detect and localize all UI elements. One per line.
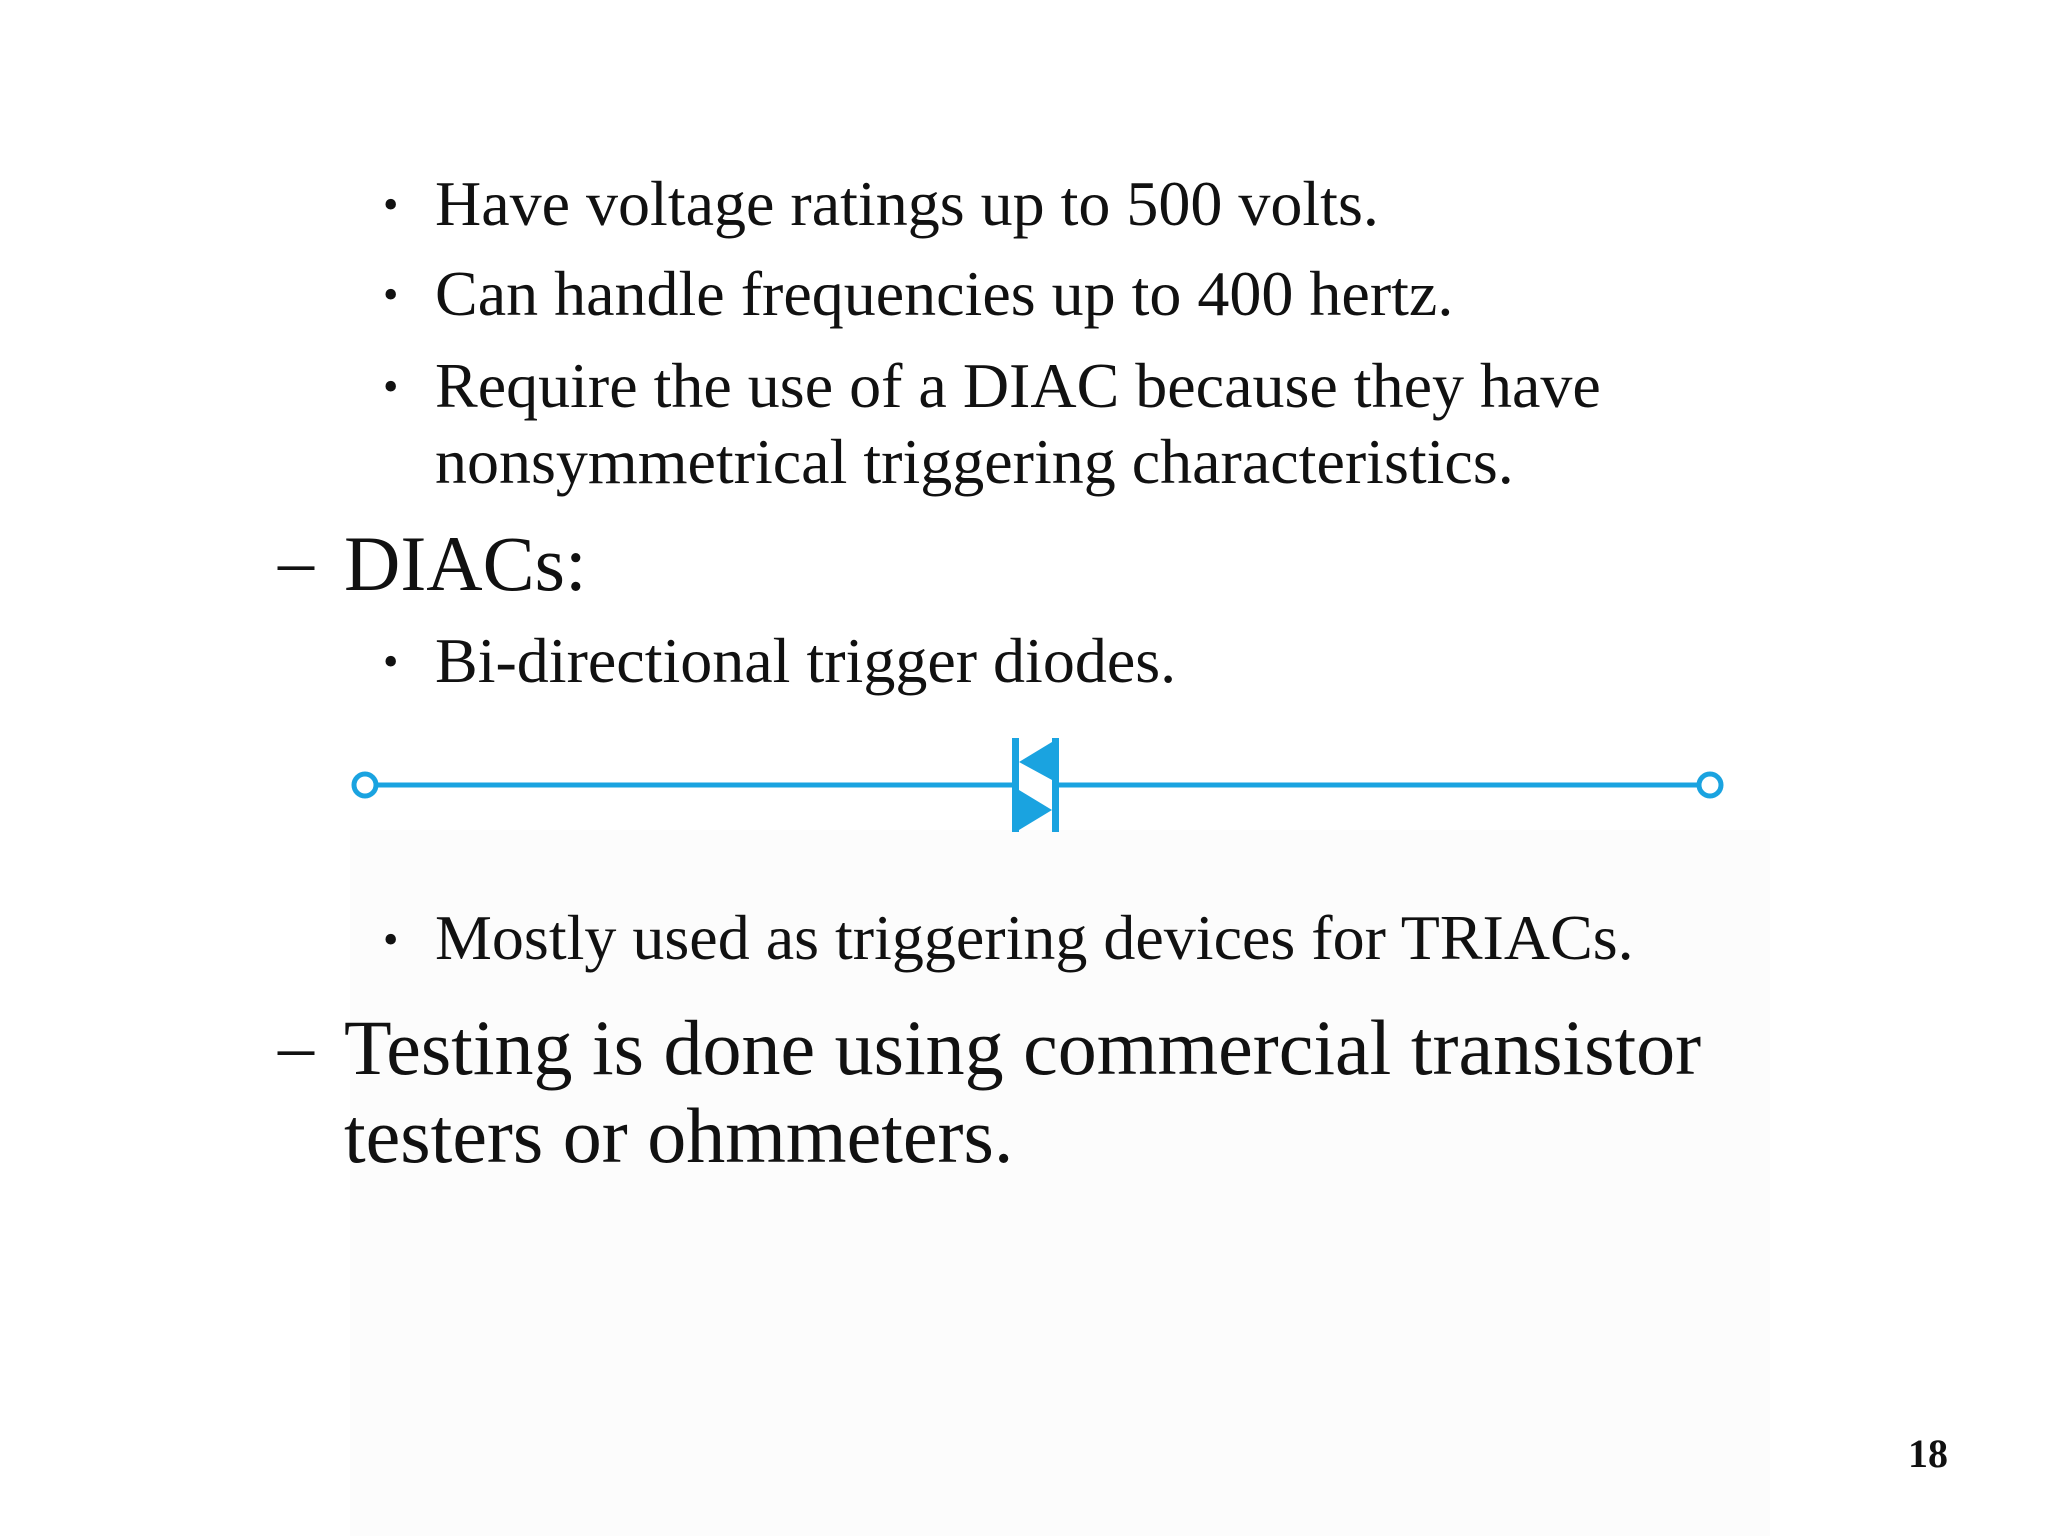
testing-line-1: Testing is done using commercial transistor — [344, 1004, 1702, 1091]
bullet-requires-diac-line1: Require the use of a DIAC because they have — [435, 350, 1601, 421]
dash-marker: – — [278, 521, 314, 601]
bullet-dot: • — [383, 180, 399, 229]
bullet-dot: • — [383, 915, 399, 964]
diac-symbol-icon — [340, 720, 1770, 850]
bullet-dot: • — [383, 362, 399, 411]
bullet-dot: • — [383, 637, 399, 686]
diacs-heading: DIACs: — [344, 520, 587, 607]
dash-marker: – — [278, 1006, 314, 1086]
bullet-triggering-triacs: Mostly used as triggering devices for TRIACs. — [435, 902, 1634, 973]
page-number: 18 — [1908, 1431, 1948, 1476]
bullet-voltage-rating: Have voltage ratings up to 500 volts. — [435, 168, 1379, 239]
testing-line-2: testers or ohmmeters. — [344, 1092, 1014, 1179]
bullet-dot: • — [383, 270, 399, 319]
bullet-frequency: Can handle frequencies up to 400 hertz. — [435, 258, 1454, 329]
bullet-bidirectional: Bi-directional trigger diodes. — [435, 625, 1177, 696]
bullet-requires-diac-line2: nonsymmetrical triggering characteristics. — [435, 426, 1514, 497]
